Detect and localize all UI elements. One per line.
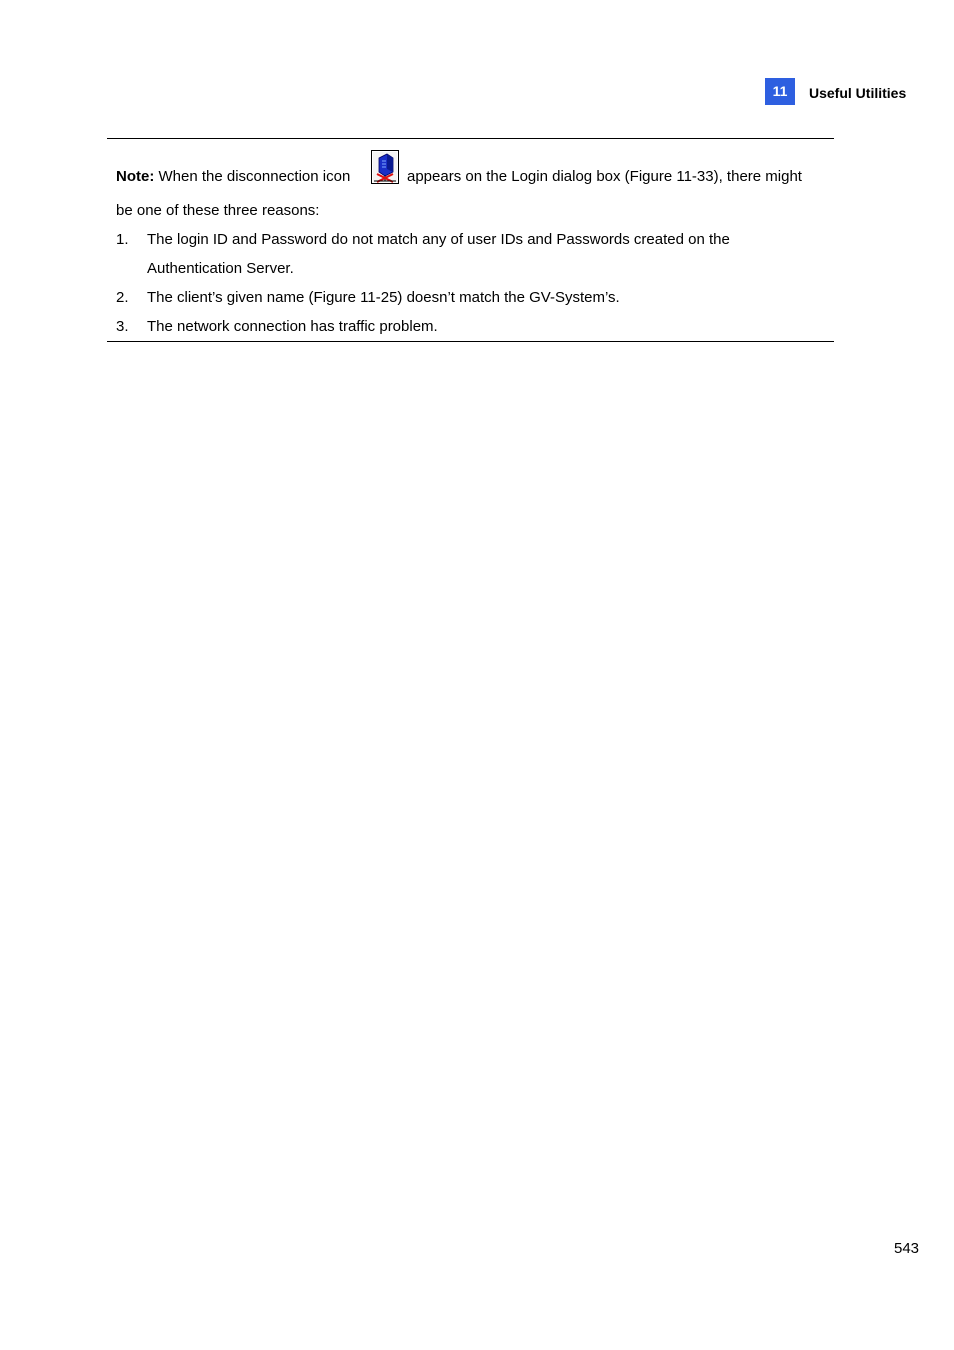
note-text-after-icon: appears on the Login dialog box (Figure 11-33), there might	[407, 168, 802, 185]
note-top-rule	[107, 138, 834, 139]
note-continuation: be one of these three reasons:	[116, 202, 320, 219]
list-item-number: 2.	[116, 289, 129, 306]
list-item-text: The login ID and Password do not match any of user IDs and Passwords created on the	[147, 231, 730, 248]
note-label: Note:	[116, 168, 155, 185]
note-text-before-icon: When the disconnection icon	[158, 168, 351, 185]
disconnection-icon	[371, 150, 399, 184]
page-number: 543	[894, 1240, 920, 1257]
list-item-text: Authentication Server.	[147, 260, 294, 277]
list-item-number: 1.	[116, 231, 129, 248]
chapter-title: Useful Utilities	[809, 85, 907, 101]
list-item-number: 3.	[116, 318, 129, 335]
note-bottom-rule	[107, 341, 834, 342]
list-item-text: The network connection has traffic problem.	[147, 318, 438, 335]
list-item-text: The client’s given name (Figure 11-25) doesn’t match the GV-System’s.	[147, 289, 620, 306]
chapter-number-badge: 11	[765, 78, 795, 105]
note-intro-line	[116, 168, 350, 186]
